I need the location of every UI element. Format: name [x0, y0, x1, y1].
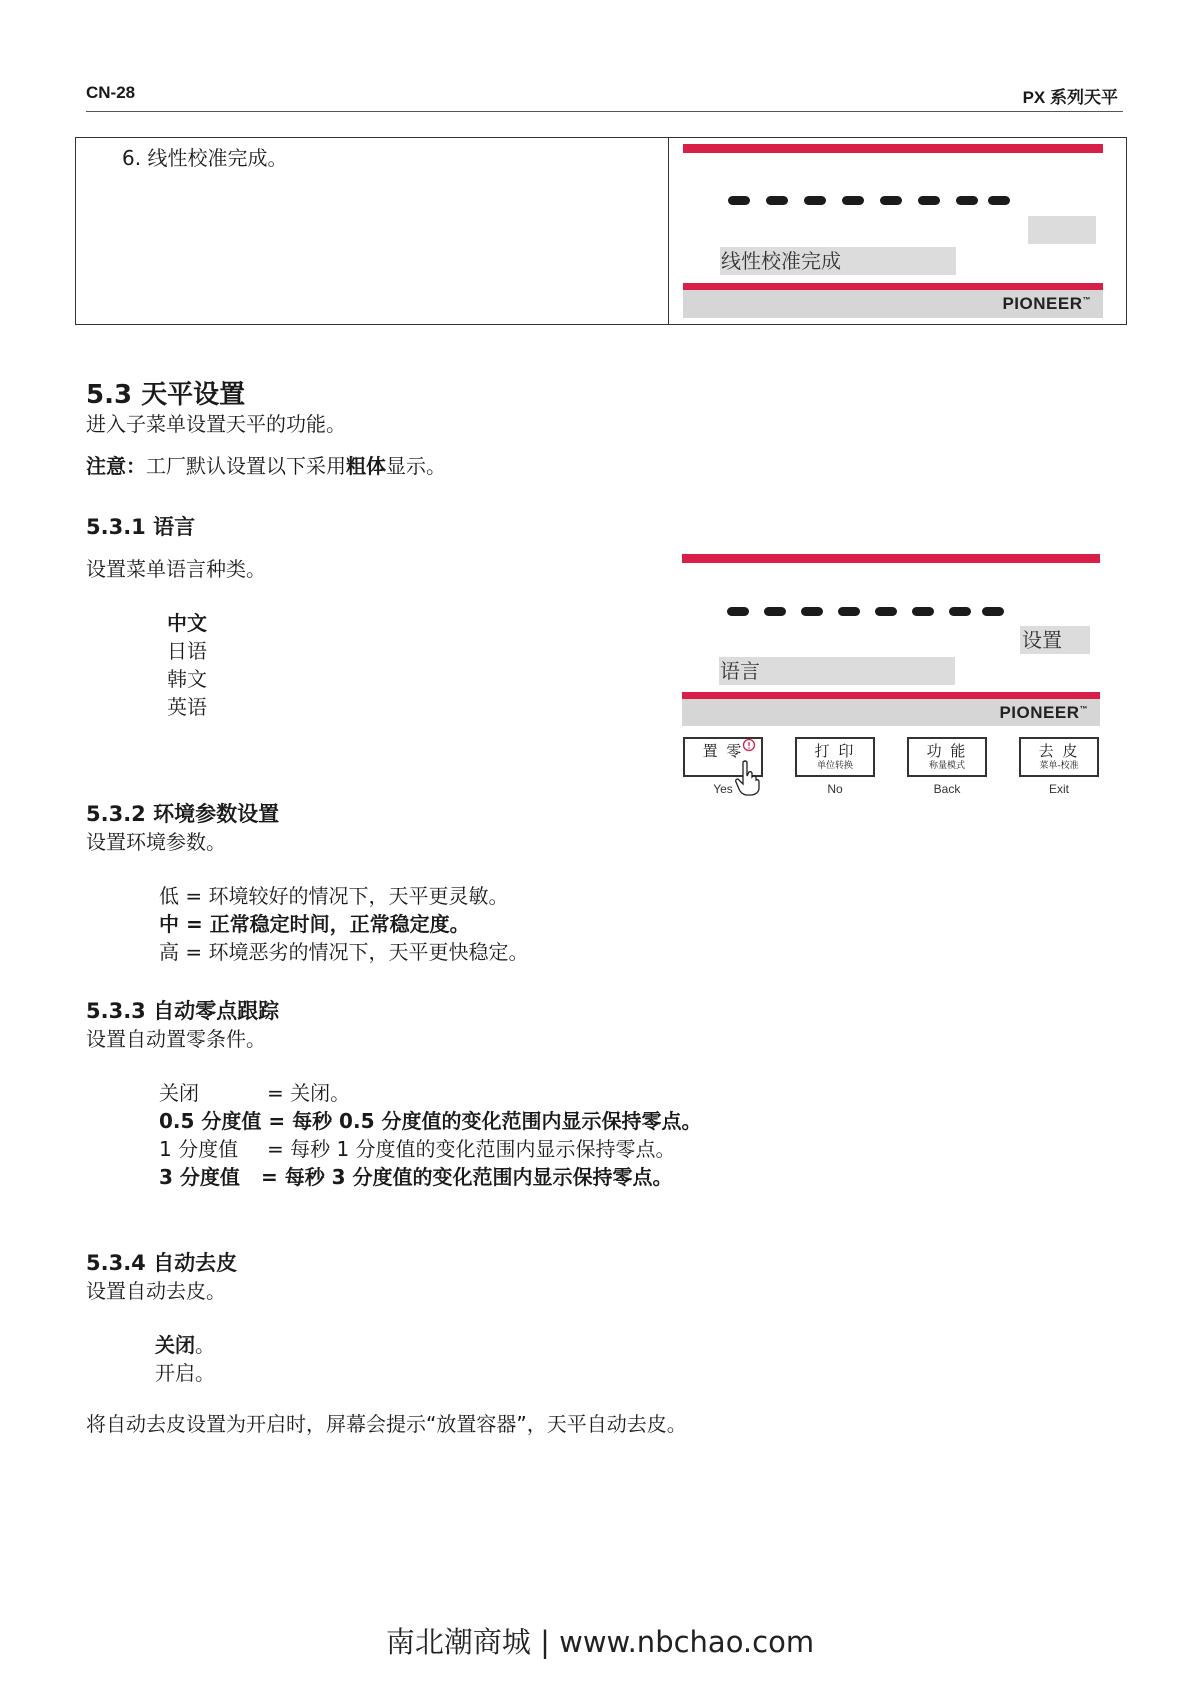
auto-zero-option — [159, 1135, 859, 1163]
subsection-title-language: 5.3.1 语言 — [86, 515, 196, 539]
display-dash — [804, 196, 826, 205]
note-text-a: 工厂默认设置以下采用 — [146, 454, 346, 478]
print-key-label: 打 印 — [814, 742, 856, 760]
option-key: 关闭 — [159, 1081, 199, 1105]
zero-key-label: 置 零 — [702, 742, 744, 760]
display-dash — [988, 196, 1010, 205]
display-dash — [982, 607, 1004, 616]
auto-zero-option — [159, 1107, 859, 1135]
option-off-tail: 。 — [195, 1333, 215, 1357]
display-dash — [801, 607, 823, 616]
subsection-title-auto-tare: 5.3.4 自动去皮 — [86, 1251, 238, 1275]
pioneer-logo: PIONEER™ — [1002, 294, 1091, 313]
language-option: 韩文 — [167, 667, 207, 691]
note-label: 注意： — [86, 454, 146, 478]
environment-option: 中 = 正常稳定时间，正常稳定度。 — [159, 912, 470, 936]
auto-tare-summary: 将自动去皮设置为开启时，屏幕会提示“放置容器”，天平自动去皮。 — [86, 1412, 687, 1436]
display-left-label: 语言 — [720, 659, 760, 683]
display-right-label: 设置 — [1022, 628, 1062, 652]
option-off: 关闭 — [155, 1333, 195, 1357]
display-footer — [683, 290, 1103, 318]
step-table-divider — [668, 137, 669, 325]
display-red-line — [683, 283, 1103, 290]
subsection-title-environment: 5.3.2 环境参数设置 — [86, 802, 280, 826]
note-bold-word: 粗体 — [346, 454, 386, 478]
display-dash — [727, 607, 749, 616]
display-dash — [764, 607, 786, 616]
site-watermark: 南北潮商城 | www.nbchao.com — [385, 1625, 815, 1659]
environment-option: 高 = 环境恶劣的情况下，天平更快稳定。 — [159, 940, 529, 964]
header-divider — [86, 111, 1123, 112]
language-options — [167, 609, 207, 721]
display-dash — [956, 196, 978, 205]
display-unit-area — [1028, 216, 1096, 244]
note-text-b: 显示。 — [386, 454, 446, 478]
display-label: 线性校准完成 — [721, 249, 841, 273]
option-key: 3 分度值 — [159, 1165, 240, 1189]
pioneer-logo: PIONEER™ — [999, 703, 1088, 722]
language-option: 日语 — [167, 639, 207, 663]
auto-zero-desc: 设置自动置零条件。 — [86, 1027, 266, 1051]
section-note — [86, 452, 446, 480]
info-icon — [742, 738, 756, 752]
display-dash — [728, 196, 750, 205]
environment-options — [159, 882, 528, 966]
page-number: CN-28 — [86, 83, 136, 102]
step-6-text: 6. 线性校准完成。 — [122, 146, 288, 170]
print-key[interactable] — [795, 737, 875, 777]
display-dash — [918, 196, 940, 205]
display-dash — [880, 196, 902, 205]
no-label: No — [827, 782, 843, 796]
language-option: 英语 — [167, 695, 207, 719]
option-key: 1 分度值 — [159, 1137, 239, 1161]
tare-key-label: 去 皮 — [1038, 742, 1080, 760]
manual-series-title: PX 系列天平 — [1022, 88, 1118, 107]
display-footer — [682, 699, 1100, 726]
section-title: 5.3 天平设置 — [86, 380, 246, 410]
auto-tare-option — [155, 1331, 215, 1359]
option-value: = 每秒 3 分度值的变化范围内显示保持零点。 — [261, 1165, 673, 1189]
function-key-sublabel: 称量模式 — [928, 761, 965, 771]
display-dash — [875, 607, 897, 616]
function-key-label: 功 能 — [926, 742, 968, 760]
tare-key[interactable] — [1019, 737, 1099, 777]
auto-zero-options — [159, 1079, 859, 1191]
exit-label: Exit — [1048, 782, 1069, 796]
display-dash — [949, 607, 971, 616]
environment-desc: 设置环境参数。 — [86, 830, 226, 854]
option-value: = 每秒 0.5 分度值的变化范围内显示保持零点。 — [268, 1109, 702, 1133]
lcd-display-linear-calibration — [683, 144, 1103, 318]
back-label: Back — [933, 782, 961, 796]
auto-zero-option — [159, 1079, 859, 1107]
auto-zero-option — [159, 1163, 859, 1191]
print-key-sublabel: 单位转换 — [816, 761, 853, 771]
lcd-display-language — [682, 554, 1100, 726]
option-value: = 每秒 1 分度值的变化范围内显示保持零点。 — [267, 1137, 676, 1161]
yes-label: Yes — [713, 782, 733, 796]
auto-tare-desc: 设置自动去皮。 — [86, 1279, 226, 1303]
display-dash — [838, 607, 860, 616]
function-key[interactable] — [907, 737, 987, 777]
display-dash — [842, 196, 864, 205]
display-top-bar — [682, 554, 1100, 563]
tare-key-sublabel: 菜单-校准 — [1039, 761, 1079, 771]
environment-option: 低 = 环境较好的情况下，天平更灵敏。 — [159, 884, 509, 908]
language-option: 中文 — [167, 611, 207, 635]
auto-tare-option: 开启。 — [155, 1361, 215, 1385]
display-dash — [912, 607, 934, 616]
auto-tare-options — [155, 1331, 215, 1387]
option-value: = 关闭。 — [267, 1081, 351, 1105]
option-key: 0.5 分度值 — [159, 1109, 262, 1133]
language-desc: 设置菜单语言种类。 — [86, 557, 266, 581]
display-red-line — [682, 692, 1100, 699]
section-intro: 进入子菜单设置天平的功能。 — [86, 412, 346, 436]
display-top-bar — [683, 144, 1103, 153]
display-dash — [766, 196, 788, 205]
subsection-title-auto-zero: 5.3.3 自动零点跟踪 — [86, 999, 280, 1023]
